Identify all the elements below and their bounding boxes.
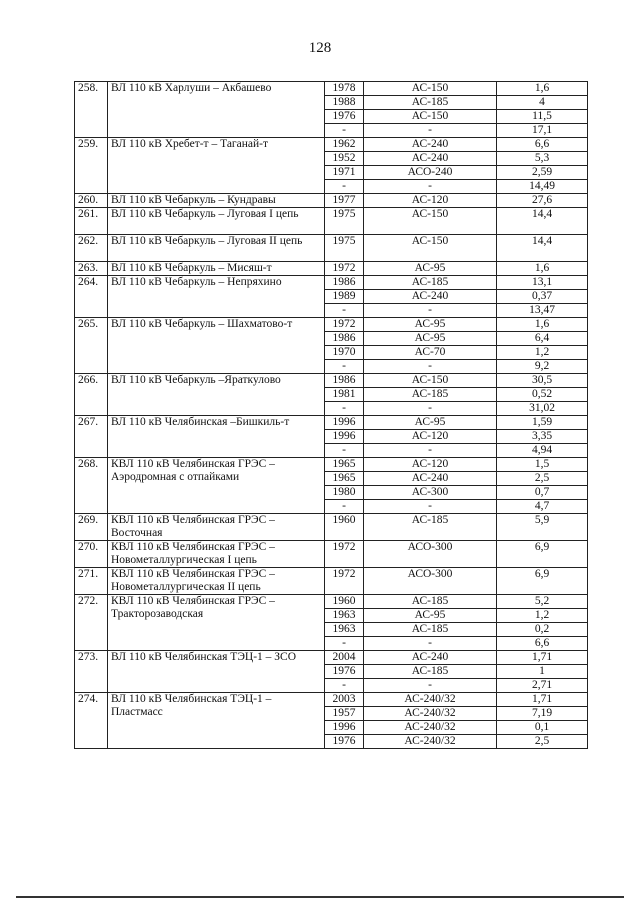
year-cell: 1975 <box>325 208 364 235</box>
length-cell: 1,5 <box>497 458 588 472</box>
entry-number: 259. <box>75 138 108 194</box>
year-cell: - <box>325 304 364 318</box>
wire-type-cell: АС-95 <box>364 262 497 276</box>
power-lines-table <box>74 81 588 749</box>
length-cell: 4,7 <box>497 500 588 514</box>
year-cell: 1965 <box>325 458 364 472</box>
year-cell: 1965 <box>325 472 364 486</box>
table-row <box>75 458 588 472</box>
wire-type-cell: - <box>364 124 497 138</box>
wire-type-cell: АС-240/32 <box>364 721 497 735</box>
year-cell: 1996 <box>325 430 364 444</box>
entry-number: 263. <box>75 262 108 276</box>
wire-type-cell: АС-150 <box>364 235 497 262</box>
year-cell: 1972 <box>325 568 364 595</box>
length-cell: 1 <box>497 665 588 679</box>
length-cell: 2,59 <box>497 166 588 180</box>
table-row <box>75 514 588 541</box>
line-name: ВЛ 110 кВ Харлуши – Акбашево <box>108 82 325 138</box>
length-cell: 14,4 <box>497 208 588 235</box>
line-name: ВЛ 110 кВ Челябинская –Бишкиль-т <box>108 416 325 458</box>
year-cell: 1980 <box>325 486 364 500</box>
wire-type-cell: АС-240 <box>364 152 497 166</box>
line-name: ВЛ 110 кВ Чебаркуль – Луговая II цепь <box>108 235 325 262</box>
length-cell: 17,1 <box>497 124 588 138</box>
wire-type-cell: АС-150 <box>364 208 497 235</box>
length-cell: 1,71 <box>497 693 588 707</box>
year-cell: 1972 <box>325 318 364 332</box>
year-cell: - <box>325 444 364 458</box>
length-cell: 1,71 <box>497 651 588 665</box>
line-name: ВЛ 110 кВ Хребет-т – Таганай-т <box>108 138 325 194</box>
length-cell: 5,3 <box>497 152 588 166</box>
line-name: ВЛ 110 кВ Чебаркуль –Яраткулово <box>108 374 325 416</box>
length-cell: 27,6 <box>497 194 588 208</box>
table-row <box>75 194 588 208</box>
year-cell: 1962 <box>325 138 364 152</box>
table-row <box>75 138 588 152</box>
entry-number: 258. <box>75 82 108 138</box>
length-cell: 0,52 <box>497 388 588 402</box>
wire-type-cell: АС-185 <box>364 276 497 290</box>
length-cell: 1,6 <box>497 318 588 332</box>
wire-type-cell: АС-185 <box>364 96 497 110</box>
table-row <box>75 595 588 609</box>
year-cell: 1978 <box>325 82 364 96</box>
year-cell: 1986 <box>325 374 364 388</box>
wire-type-cell: АС-185 <box>364 665 497 679</box>
length-cell: 1,2 <box>497 609 588 623</box>
wire-type-cell: АС-185 <box>364 623 497 637</box>
year-cell: 1963 <box>325 609 364 623</box>
year-cell: 1977 <box>325 194 364 208</box>
year-cell: 2004 <box>325 651 364 665</box>
wire-type-cell: АС-300 <box>364 486 497 500</box>
wire-type-cell: АС-240/32 <box>364 693 497 707</box>
year-cell: 1976 <box>325 110 364 124</box>
length-cell: 6,6 <box>497 138 588 152</box>
year-cell: - <box>325 500 364 514</box>
year-cell: 1975 <box>325 235 364 262</box>
entry-number: 271. <box>75 568 108 595</box>
wire-type-cell: АС-240 <box>364 651 497 665</box>
year-cell: 1986 <box>325 332 364 346</box>
length-cell: 30,5 <box>497 374 588 388</box>
wire-type-cell: АС-240 <box>364 138 497 152</box>
entry-number: 267. <box>75 416 108 458</box>
year-cell: 1972 <box>325 541 364 568</box>
year-cell: 1976 <box>325 735 364 749</box>
year-cell: - <box>325 402 364 416</box>
table-row <box>75 318 588 332</box>
length-cell: 0,37 <box>497 290 588 304</box>
year-cell: 1972 <box>325 262 364 276</box>
line-name: ВЛ 110 кВ Чебаркуль – Непряхино <box>108 276 325 318</box>
length-cell: 0,7 <box>497 486 588 500</box>
footer-divider <box>16 896 624 898</box>
wire-type-cell: АС-185 <box>364 388 497 402</box>
entry-number: 268. <box>75 458 108 514</box>
wire-type-cell: АС-150 <box>364 374 497 388</box>
year-cell: 1988 <box>325 96 364 110</box>
entry-number: 265. <box>75 318 108 374</box>
year-cell: 1981 <box>325 388 364 402</box>
year-cell: - <box>325 679 364 693</box>
length-cell: 2,5 <box>497 472 588 486</box>
line-name: КВЛ 110 кВ Челябинская ГРЭС – Тракторозаводская <box>108 595 325 651</box>
wire-type-cell: АС-240 <box>364 290 497 304</box>
line-name: ВЛ 110 кВ Чебаркуль – Шахматово-т <box>108 318 325 374</box>
wire-type-cell: АС-185 <box>364 514 497 541</box>
year-cell: - <box>325 124 364 138</box>
entry-number: 270. <box>75 541 108 568</box>
length-cell: 13,47 <box>497 304 588 318</box>
length-cell: 4,94 <box>497 444 588 458</box>
table-row <box>75 262 588 276</box>
wire-type-cell: АСО-240 <box>364 166 497 180</box>
length-cell: 11,5 <box>497 110 588 124</box>
wire-type-cell: - <box>364 360 497 374</box>
wire-type-cell: - <box>364 402 497 416</box>
year-cell: 1976 <box>325 665 364 679</box>
entry-number: 273. <box>75 651 108 693</box>
length-cell: 6,9 <box>497 568 588 595</box>
table-row <box>75 82 588 96</box>
entry-number: 272. <box>75 595 108 651</box>
year-cell: - <box>325 180 364 194</box>
year-cell: 1957 <box>325 707 364 721</box>
length-cell: 0,1 <box>497 721 588 735</box>
year-cell: 1989 <box>325 290 364 304</box>
table-body <box>75 82 588 749</box>
year-cell: 1971 <box>325 166 364 180</box>
year-cell: 1960 <box>325 514 364 541</box>
length-cell: 2,71 <box>497 679 588 693</box>
wire-type-cell: - <box>364 500 497 514</box>
year-cell: - <box>325 360 364 374</box>
wire-type-cell: - <box>364 679 497 693</box>
table-row <box>75 651 588 665</box>
wire-type-cell: АС-95 <box>364 318 497 332</box>
table-row <box>75 541 588 568</box>
year-cell: 1952 <box>325 152 364 166</box>
entry-number: 266. <box>75 374 108 416</box>
length-cell: 6,4 <box>497 332 588 346</box>
table-row <box>75 374 588 388</box>
entry-number: 260. <box>75 194 108 208</box>
wire-type-cell: АС-185 <box>364 595 497 609</box>
line-name: ВЛ 110 кВ Чебаркуль – Луговая I цепь <box>108 208 325 235</box>
length-cell: 3,35 <box>497 430 588 444</box>
table-row <box>75 208 588 235</box>
length-cell: 14,4 <box>497 235 588 262</box>
line-name: КВЛ 110 кВ Челябинская ГРЭС – Восточная <box>108 514 325 541</box>
wire-type-cell: АС-240 <box>364 472 497 486</box>
wire-type-cell: АС-150 <box>364 82 497 96</box>
entry-number: 264. <box>75 276 108 318</box>
wire-type-cell: АС-120 <box>364 194 497 208</box>
length-cell: 5,2 <box>497 595 588 609</box>
line-name: ВЛ 110 кВ Чебаркуль – Кундравы <box>108 194 325 208</box>
wire-type-cell: АС-120 <box>364 458 497 472</box>
line-name: ВЛ 110 кВ Чебаркуль – Мисяш-т <box>108 262 325 276</box>
year-cell: 1996 <box>325 416 364 430</box>
length-cell: 1,59 <box>497 416 588 430</box>
table-row <box>75 568 588 595</box>
line-name: КВЛ 110 кВ Челябинская ГРЭС – Новометаллургическая I цепь <box>108 541 325 568</box>
length-cell: 13,1 <box>497 276 588 290</box>
wire-type-cell: АС-95 <box>364 609 497 623</box>
entry-number: 269. <box>75 514 108 541</box>
length-cell: 6,6 <box>497 637 588 651</box>
year-cell: 1963 <box>325 623 364 637</box>
line-name: КВЛ 110 кВ Челябинская ГРЭС – Аэродромная с отпайками <box>108 458 325 514</box>
length-cell: 6,9 <box>497 541 588 568</box>
wire-type-cell: АС-120 <box>364 430 497 444</box>
length-cell: 1,6 <box>497 262 588 276</box>
wire-type-cell: - <box>364 180 497 194</box>
year-cell: 1996 <box>325 721 364 735</box>
year-cell: 2003 <box>325 693 364 707</box>
wire-type-cell: АС-240/32 <box>364 707 497 721</box>
year-cell: 1986 <box>325 276 364 290</box>
wire-type-cell: АС-240/32 <box>364 735 497 749</box>
wire-type-cell: АС-150 <box>364 110 497 124</box>
length-cell: 0,2 <box>497 623 588 637</box>
table-row <box>75 276 588 290</box>
length-cell: 7,19 <box>497 707 588 721</box>
wire-type-cell: АСО-300 <box>364 568 497 595</box>
wire-type-cell: АС-95 <box>364 416 497 430</box>
wire-type-cell: АС-70 <box>364 346 497 360</box>
wire-type-cell: АС-95 <box>364 332 497 346</box>
entry-number: 262. <box>75 235 108 262</box>
entry-number: 274. <box>75 693 108 749</box>
wire-type-cell: - <box>364 637 497 651</box>
length-cell: 2,5 <box>497 735 588 749</box>
line-name: КВЛ 110 кВ Челябинская ГРЭС – Новометаллургическая II цепь <box>108 568 325 595</box>
length-cell: 1,6 <box>497 82 588 96</box>
table-row <box>75 693 588 707</box>
line-name: ВЛ 110 кВ Челябинская ТЭЦ-1 – Пластмасс <box>108 693 325 749</box>
page-number: 128 <box>308 40 332 56</box>
entry-number: 261. <box>75 208 108 235</box>
length-cell: 31,02 <box>497 402 588 416</box>
length-cell: 14,49 <box>497 180 588 194</box>
wire-type-cell: АСО-300 <box>364 541 497 568</box>
line-name: ВЛ 110 кВ Челябинская ТЭЦ-1 – ЗСО <box>108 651 325 693</box>
year-cell: - <box>325 637 364 651</box>
table-row <box>75 235 588 262</box>
length-cell: 1,2 <box>497 346 588 360</box>
table-row <box>75 416 588 430</box>
length-cell: 4 <box>497 96 588 110</box>
wire-type-cell: - <box>364 444 497 458</box>
length-cell: 5,9 <box>497 514 588 541</box>
length-cell: 9,2 <box>497 360 588 374</box>
wire-type-cell: - <box>364 304 497 318</box>
year-cell: 1970 <box>325 346 364 360</box>
year-cell: 1960 <box>325 595 364 609</box>
